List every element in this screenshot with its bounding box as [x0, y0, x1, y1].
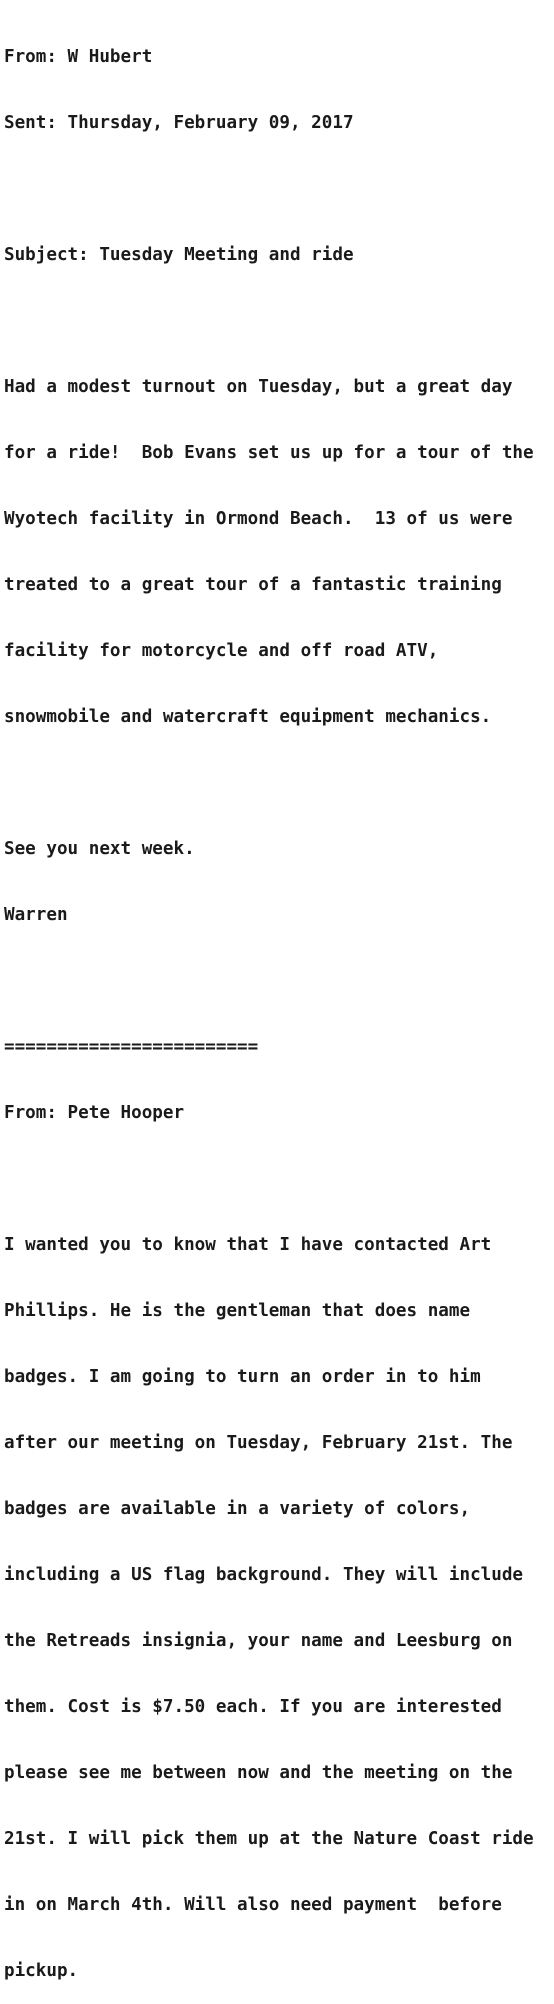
email1-body-line: Wyotech facility in Ormond Beach. 13 of us were — [4, 509, 513, 529]
email1-body-line: facility for motorcycle and off road ATV, — [4, 641, 439, 661]
separator-line: ======================== — [4, 1037, 259, 1057]
email2-body-line: please see me between now and the meeting on the — [4, 1763, 513, 1783]
email2-body-line: including a US flag background. They will include — [4, 1565, 524, 1585]
email2-body-line: badges are available in a variety of colors, — [4, 1499, 471, 1519]
email1-body-line: treated to a great tour of a fantastic training — [4, 575, 502, 595]
email2-body-line: the Retreads insignia, your name and Leesburg on — [4, 1631, 513, 1651]
email2-body-line: I wanted you to know that I have contacted Art — [4, 1235, 492, 1255]
email1-signature: Warren — [4, 905, 68, 925]
email1-body-line: Had a modest turnout on Tuesday, but a great day — [4, 377, 513, 397]
email2-body-line: in on March 4th. Will also need payment before — [4, 1895, 502, 1915]
email1-sent: Sent: Thursday, February 09, 2017 — [4, 113, 354, 133]
blank-line — [4, 970, 554, 992]
email2-from: From: Pete Hooper — [4, 1103, 185, 1123]
email2-body-line: badges. I am going to turn an order in to him — [4, 1367, 481, 1387]
blank-line — [4, 1168, 554, 1190]
blank-line — [4, 772, 554, 794]
email2-body-line: pickup. — [4, 1961, 79, 1981]
email2-body-line: after our meeting on Tuesday, February 21st. The — [4, 1433, 513, 1453]
email1-body-line: for a ride! Bob Evans set us up for a tour of the — [4, 443, 534, 463]
blank-line — [4, 178, 554, 200]
email1-subject: Subject: Tuesday Meeting and ride — [4, 245, 354, 265]
blank-line — [4, 310, 554, 332]
email1-body-line: snowmobile and watercraft equipment mechanics. — [4, 707, 492, 727]
email1-closing-line: See you next week. — [4, 839, 195, 859]
email2-body-line: 21st. I will pick them up at the Nature Coast ride — [4, 1829, 534, 1849]
email1-from: From: W Hubert — [4, 47, 153, 67]
email2-body-line: them. Cost is $7.50 each. If you are interested — [4, 1697, 502, 1717]
email2-body-line: Phillips. He is the gentleman that does name — [4, 1301, 471, 1321]
